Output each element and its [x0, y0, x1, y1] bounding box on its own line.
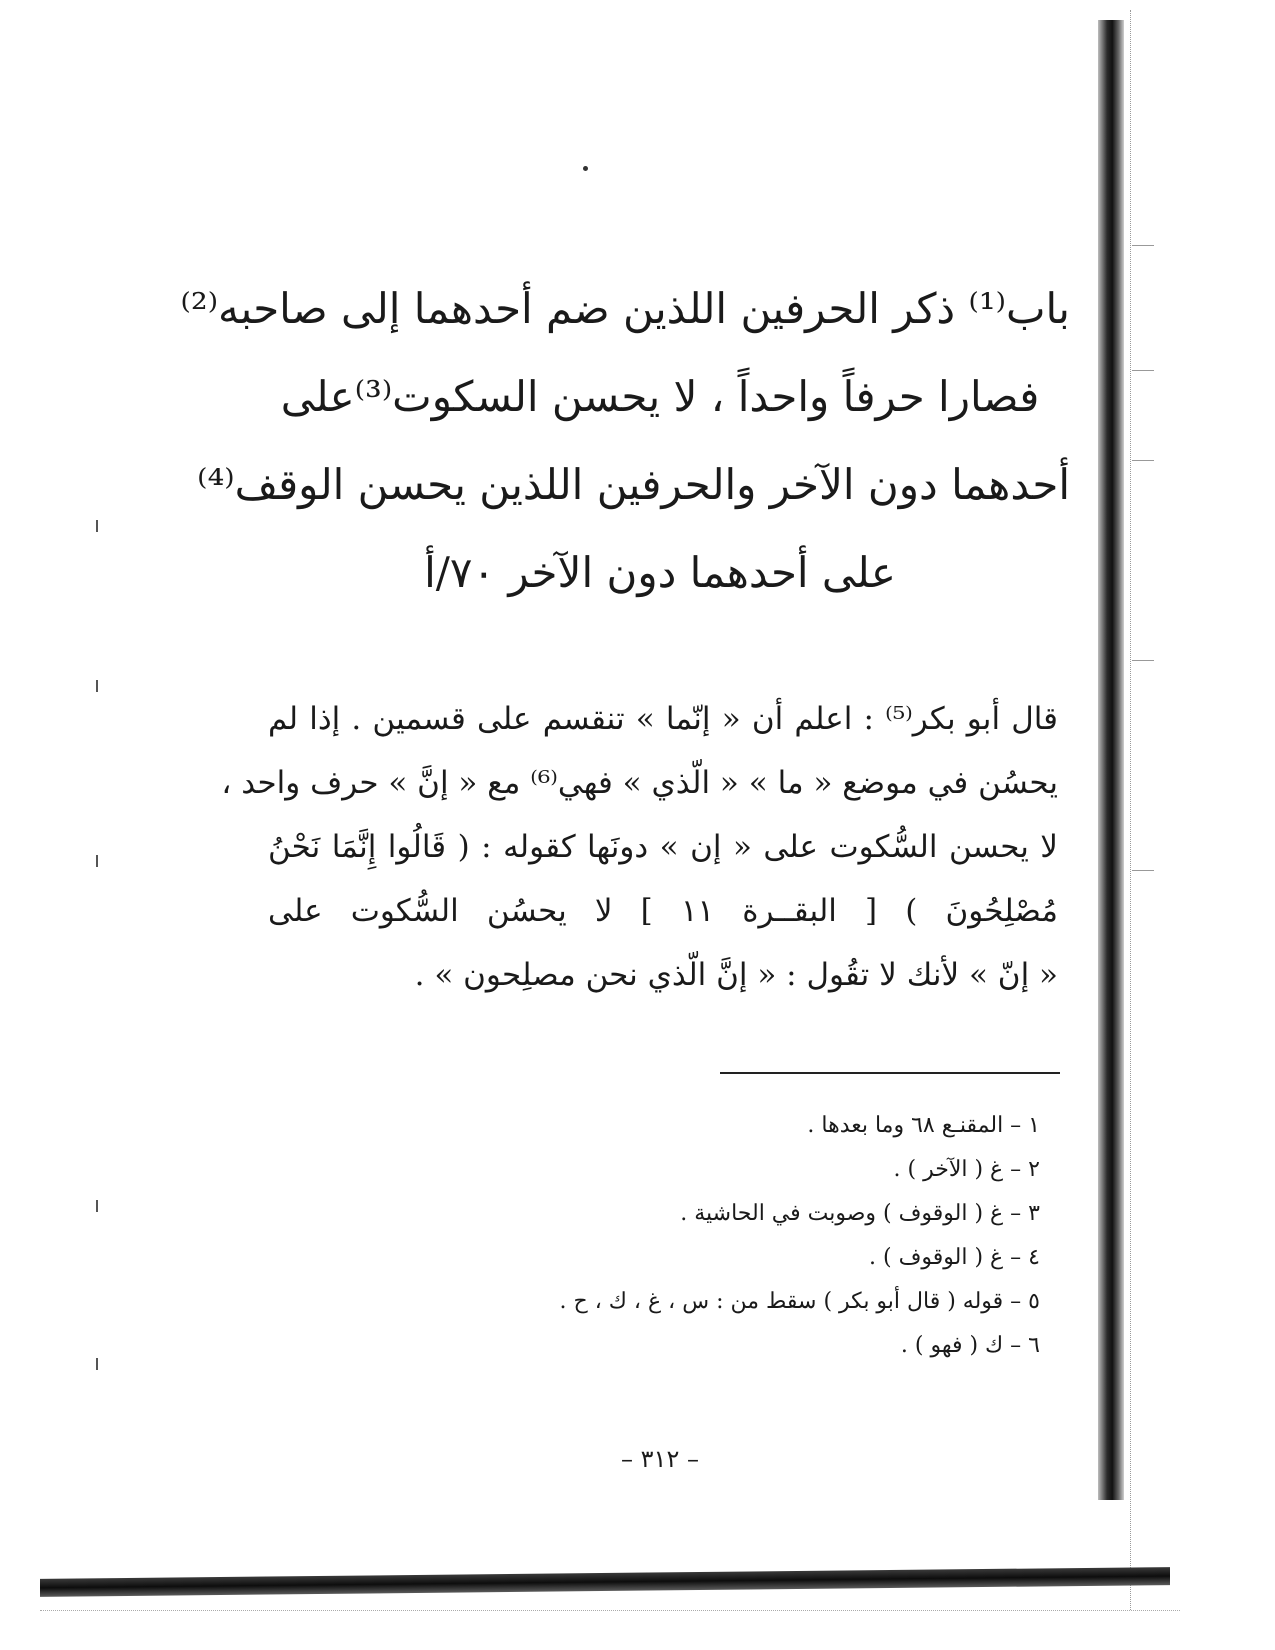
footnote: ٣ – غ ( الوقوف ) وصوبت في الحاشية .: [680, 1201, 1040, 1226]
margin-mark: [96, 855, 98, 867]
footnote-separator: [720, 1072, 1060, 1074]
footnote: ٢ – غ ( الآخر ) .: [893, 1157, 1040, 1182]
edge-tick: [1132, 460, 1154, 461]
footnotes: [400, 1104, 1040, 1368]
page-bottom-edge: [40, 1610, 1180, 1611]
margin-mark: [96, 1358, 98, 1370]
chapter-heading: [180, 265, 1070, 617]
heading-line: باب⁽¹⁾ ذكر الحرفين اللذين ضم أحدهما إلى صاحبه⁽²⁾: [180, 284, 1070, 333]
body-line: مُصْلِحُونَ ) [ البقــرة ١١ ] لا يحسُن السُّكوت على: [268, 893, 1058, 929]
edge-tick: [1132, 245, 1154, 246]
page-number: – ٣١٢ –: [621, 1445, 699, 1473]
footnote: ٤ – غ ( الوقوف ) .: [869, 1245, 1040, 1270]
heading-line: أحدهما دون الآخر والحرفين اللذين يحسن الوقف⁽⁴⁾: [197, 460, 1070, 509]
body-line: يحسُن في موضع « ما » « الّذي » فهي⁽⁶⁾ مع « إنَّ » حرف واحد ،: [221, 765, 1058, 801]
edge-tick: [1132, 370, 1154, 371]
edge-tick: [1132, 660, 1154, 661]
book-binding-shadow: [1098, 20, 1124, 1500]
heading-line: فصارا حرفاً واحداً ، لا يحسن السكوت⁽³⁾على: [280, 372, 1040, 421]
page-bottom-shadow: [40, 1567, 1170, 1597]
margin-mark: [96, 520, 98, 532]
body-line: لا يحسن السُّكوت على « إن » دونَها كقوله : ( قَالُوا إِنَّمَا نَحْنُ: [268, 829, 1058, 865]
footnote: ١ – المقنـع ٦٨ وما بعدها .: [807, 1113, 1040, 1138]
margin-mark: [96, 1200, 98, 1212]
footnote: ٦ – ك ( فهو ) .: [900, 1333, 1040, 1358]
footnote: ٥ – قوله ( قال أبو بكر ) سقط من : س ، غ ، ك ، ح .: [559, 1289, 1040, 1314]
body-paragraph: [221, 687, 1058, 1007]
margin-mark: [96, 680, 98, 692]
body-line: قال أبو بكر⁽⁵⁾ : اعلم أن « إنّما » تنقسم على قسمين . إذا لم: [268, 701, 1058, 737]
body-line: « إنّ » لأنك لا تقُول : « إنَّ الّذي نحن مصلِحون » .: [414, 957, 1058, 993]
edge-tick: [1132, 870, 1154, 871]
heading-line: على أحدهما دون الآخر ٧٠/أ: [424, 548, 896, 597]
stray-ink-dot: [583, 166, 588, 171]
page-edge: [1130, 10, 1171, 1610]
